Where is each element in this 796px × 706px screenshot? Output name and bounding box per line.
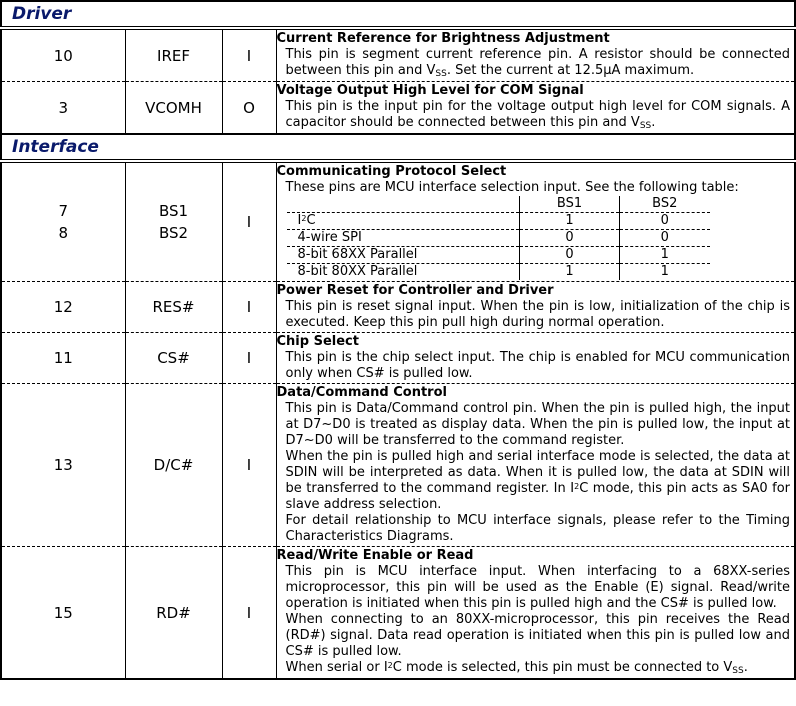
section-title-driver: Driver bbox=[1, 1, 795, 28]
pin-io: I bbox=[222, 282, 276, 333]
pin-number: 13 bbox=[1, 384, 125, 547]
pin-description bbox=[276, 161, 795, 282]
pin-text: This pin is MCU interface input. When interfacing to a 68XX-series microprocessor, this pin will be used as the Enable (E) signal. Read/write operation is initiated when this pin is pulled high and the CS# is pulled low. bbox=[285, 564, 791, 611]
pin-row-bs bbox=[1, 161, 795, 282]
section-interface bbox=[1, 134, 795, 161]
section-driver bbox=[1, 1, 795, 28]
pin-number: 7 8 bbox=[1, 161, 125, 282]
bs-row: 8-bit 80XX Parallel 1 1 bbox=[287, 264, 710, 281]
pin-text: This pin is segment current reference pin. A resistor should be connected between this pin and $V_{SS}$. Set the current at 12.5μA maximum. bbox=[285, 47, 791, 79]
pin-description bbox=[276, 333, 795, 384]
pin-text: These pins are MCU interface selection input. See the following table: bbox=[285, 180, 739, 195]
bs-row: 4-wire SPI 0 0 bbox=[287, 230, 710, 247]
pin-text: When the pin is pulled high and serial interface mode is selected, the data at SDIN will be interpreted as data. When it is pulled low, the data at SDIN will be transferred to the command register. In $I^2C$ mode, this pin acts as SA0 for slave address selection. bbox=[285, 449, 791, 512]
pin-number: 15 bbox=[1, 547, 125, 680]
pin-name: CS# bbox=[125, 333, 222, 384]
pin-row-cs bbox=[1, 333, 795, 384]
pin-io: I bbox=[222, 333, 276, 384]
pin-row-res bbox=[1, 282, 795, 333]
pin-text: This pin is Data/Command control pin. When the pin is pulled high, the input at D7~D0 is treated as display data. When the pin is pulled low, the input at D7~D0 will be transferred to the command register. bbox=[285, 401, 791, 448]
pin-name: VCOMH bbox=[125, 82, 222, 135]
pin-text: When connecting to an 80XX-microprocessor, this pin receives the Read (RD#) signal. Data read operation is initiated when this pin is pulled low and CS# is pulled low. bbox=[285, 612, 791, 659]
pin-title: Power Reset for Controller and Driver bbox=[276, 283, 554, 298]
bs-select-table bbox=[287, 196, 710, 280]
pin-name: D/C# bbox=[125, 384, 222, 547]
pin-row-iref bbox=[1, 28, 795, 82]
pin-title: Read/Write Enable or Read bbox=[276, 548, 474, 563]
pin-io: I bbox=[222, 547, 276, 680]
section-title-interface: Interface bbox=[1, 134, 795, 161]
pin-name: BS1 BS2 bbox=[125, 161, 222, 282]
pin-number: 12 bbox=[1, 282, 125, 333]
pin-text: This pin is the input pin for the voltage output high level for COM signals. A capacitor should be connected between this pin and $V_{SS}$. bbox=[285, 99, 791, 131]
pin-text: This pin is the chip select input. The chip is enabled for MCU communication only when CS# is pulled low. bbox=[285, 350, 791, 381]
pin-row-dc bbox=[1, 384, 795, 547]
pin-io: I bbox=[222, 384, 276, 547]
pin-title: Communicating Protocol Select bbox=[276, 164, 507, 179]
pin-name: RES# bbox=[125, 282, 222, 333]
pin-io: O bbox=[222, 82, 276, 135]
pin-description bbox=[276, 384, 795, 547]
bs-row: 8-bit 68XX Parallel 0 1 bbox=[287, 247, 710, 264]
pin-text: This pin is reset signal input. When the pin is low, initialization of the chip is executed. Keep this pin pull high during normal operation. bbox=[285, 299, 791, 330]
pin-text: When serial or $I^2C$ mode is selected, this pin must be connected to $V_{SS}$. bbox=[285, 660, 748, 676]
pin-name: IREF bbox=[125, 28, 222, 82]
pin-io: I bbox=[222, 161, 276, 282]
pin-io: I bbox=[222, 28, 276, 82]
pin-description bbox=[276, 282, 795, 333]
pin-title: Data/Command Control bbox=[276, 385, 447, 400]
pin-description bbox=[276, 82, 795, 135]
pin-title: Current Reference for Brightness Adjustment bbox=[276, 31, 610, 46]
bs-header-row: BS1 BS2 bbox=[287, 196, 710, 213]
pin-number: 11 bbox=[1, 333, 125, 384]
pin-row-rd bbox=[1, 547, 795, 680]
pin-title: Voltage Output High Level for COM Signal bbox=[276, 83, 584, 98]
bs-row: $I^2C$ 1 0 bbox=[287, 213, 710, 230]
pin-name: RD# bbox=[125, 547, 222, 680]
pin-number: 3 bbox=[1, 82, 125, 135]
pin-description bbox=[276, 547, 795, 680]
pin-number: 10 bbox=[1, 28, 125, 82]
pin-text: For detail relationship to MCU interface signals, please refer to the Timing Characteristics Diagrams. bbox=[285, 513, 791, 544]
pin-title: Chip Select bbox=[276, 334, 359, 349]
pin-description bbox=[276, 28, 795, 82]
pin-row-vcomh bbox=[1, 82, 795, 135]
